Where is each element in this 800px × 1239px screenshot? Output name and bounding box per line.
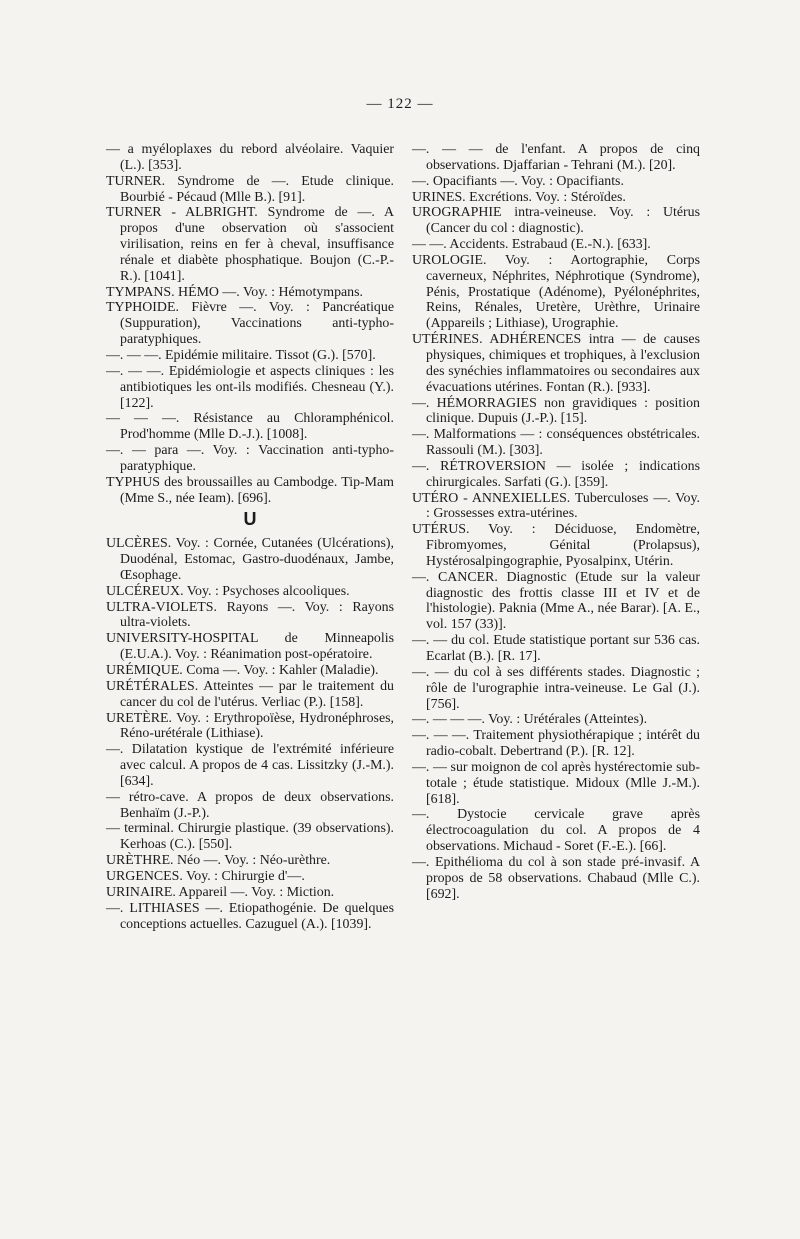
index-entry: URGENCES. Voy. : Chirurgie d'—. — [106, 868, 305, 884]
index-entry: —. — sur moignon de col après hystérectomie sub-totale ; étude statistique. Midoux (Mlle J.-M.). [618]. — [412, 759, 700, 807]
index-entry: —. — —. Epidémiologie et aspects cliniques : les antibiotiques les ont-ils modifiés. Chesneau (Y.). [122]. — [106, 363, 394, 411]
index-entry: ULTRA-VIOLETS. Rayons —. Voy. : Rayons ultra-violets. — [106, 599, 394, 631]
index-entry: URÈTHRE. Néo —. Voy. : Néo-urèthre. — [106, 853, 331, 869]
index-entry: — —. Accidents. Estrabaud (E.-N.). [633]. — [412, 237, 651, 253]
index-entry: UTÉRINES. ADHÉRENCES intra — de causes physiques, chimiques et trophiques, à l'exclusion des synéchies inflammatoires ou secondaires aux évacuations utérines. Fontan (R.). [933]. — [412, 332, 700, 395]
index-entry: UNIVERSITY-HOSPITAL de Minneapolis (E.U.A.). Voy. : Réanimation post-opératoire. — [106, 631, 394, 663]
index-entry: URINES. Excrétions. Voy. : Stéroïdes. — [412, 189, 626, 205]
index-entry: ULCÉREUX. Voy. : Psychoses alcooliques. — [106, 583, 350, 599]
index-entry: —. Malformations — : conséquences obstétricales. Rassouli (M.). [303]. — [412, 427, 700, 459]
index-entry: —. CANCER. Diagnostic (Etude sur la valeur diagnostic des frottis classe III et IV et de l'histologie). Paknia (Mme A., née Barar). [A. E., vol. 157 (33)]. — [412, 569, 700, 633]
page-number: — 122 — — [366, 96, 434, 112]
index-entry: TURNER. Syndrome de —. Etude clinique. Bourbié - Pécaud (Mlle B.). [91]. — [106, 173, 394, 205]
index-entry: —. — du col. Etude statistique portant sur 536 cas. Ecarlat (B.). [R. 17]. — [412, 633, 700, 664]
index-entry: TYMPANS. HÉMO —. Voy. : Hémotympans. — [106, 284, 364, 300]
index-entry: —. — —. Traitement physiothérapique ; intérêt du radio-cobalt. Debertrand (P.). [R. 12]. — [412, 728, 700, 760]
index-entry: —. — para —. Voy. : Vaccination anti-typho-paratyphique. — [106, 443, 394, 474]
index-entry: —. Dilatation kystique de l'extrémité inférieure avec calcul. A propos de 4 cas. Lissitzky (J.-M.). [634]. — [106, 742, 394, 789]
index-entry: —. — du col à ses différents stades. Diagnostic ; rôle de l'urographie intra-veineuse. Le Gal (J.). [756]. — [412, 664, 700, 712]
index-entry: TYPHUS des broussailles au Cambodge. Tip-Mam (Mme S., née Ieam). [696]. — [106, 474, 394, 506]
index-entry: URÉTÉRALES. Atteintes — par le traitement du cancer du col de l'utérus. Verliac (P.). [158]. — [106, 678, 394, 710]
index-entry: TURNER - ALBRIGHT. Syndrome de —. A propos d'une observation où s'associent virilisation, reins en fer à cheval, insuffisance rénale et diabète phosphatique. Boujon (C.-P.-R.). [1041]. — [106, 205, 394, 284]
index-entry: —. Opacifiants —. Voy. : Opacifiants. — [412, 173, 624, 189]
index-entry: URETÈRE. Voy. : Erythropoïèse, Hydronéphroses, Réno-urétérale (Lithiase). — [106, 710, 394, 742]
index-entry: —. — — de l'enfant. A propos de cinq observations. Djaffarian - Tehrani (M.). [20]. — [412, 142, 700, 173]
index-entry: UTÉRUS. Voy. : Déciduose, Endomètre, Fibromyomes, Génital (Prolapsus), Hystérosalpingographie, Pyosalpinx, Utérin. — [412, 522, 700, 569]
index-entry: —. — — —. Voy. : Urétérales (Atteintes). — [412, 712, 648, 728]
index-entry: UROLOGIE. Voy. : Aortographie, Corps caverneux, Néphrites, Néphrotique (Syndrome), Pénis, Prostatique (Adénome), Pyélonéphrites, Reins, Rénales, Uretère, Urèthre, Urinaire (Appareils ; Lithiase), Urographie. — [412, 252, 700, 332]
index-entry: — rétro-cave. A propos de deux observations. Benhaïm (J.-P.). — [106, 789, 394, 821]
section-letter: U — [243, 509, 257, 530]
index-entry: — terminal. Chirurgie plastique. (39 observations). Kerhoas (C.). [550]. — [106, 821, 394, 853]
index-entry: —. Epithélioma du col à son stade pré-invasif. A propos de 58 observations. Chabaud (Mlle C.). [692]. — [412, 854, 700, 902]
index-entry: —. HÉMORRAGIES non gravidiques : position clinique. Dupuis (J.-P.). [15]. — [412, 395, 700, 427]
index-entry: —. RÉTROVERSION — isolée ; indications chirurgicales. Sarfati (G.). [359]. — [412, 458, 700, 490]
left-column — [106, 142, 394, 932]
index-entry: —. LITHIASES —. Etiopathogénie. De quelques conceptions actuelles. Cazuguel (A.). [1039]. — [106, 900, 394, 932]
index-entry: UTÉRO - ANNEXIELLES. Tuberculoses —. Voy. : Grossesses extra-utérines. — [412, 490, 700, 522]
index-entry: URINAIRE. Appareil —. Voy. : Miction. — [106, 884, 335, 900]
index-entry: —. Dystocie cervicale grave après électrocoagulation du col. A propos de 4 observations. Michaud - Soret (F.-E.). [66]. — [412, 807, 700, 855]
right-column — [412, 142, 700, 903]
index-entry: — a myéloplaxes du rebord alvéolaire. Vaquier (L.). [353]. — [106, 142, 394, 173]
index-entry: URÉMIQUE. Coma —. Voy. : Kahler (Maladie). — [106, 663, 379, 678]
index-entry: UROGRAPHIE intra-veineuse. Voy. : Utérus (Cancer du col : diagnostic). — [412, 205, 700, 237]
index-entry: — — —. Résistance au Chloramphénicol. Prod'homme (Mlle D.-J.). [1008]. — [106, 411, 394, 443]
index-entry: —. — —. Epidémie militaire. Tissot (G.). [570]. — [106, 347, 376, 363]
index-entry: TYPHOIDE. Fièvre —. Voy. : Pancréatique (Suppuration), Vaccinations anti-typho-paratyphiques. — [106, 300, 394, 348]
index-entry: ULCÈRES. Voy. : Cornée, Cutanées (Ulcérations), Duodénal, Estomac, Gastro-duodénaux, Jambe, Œsophage. — [106, 536, 394, 583]
